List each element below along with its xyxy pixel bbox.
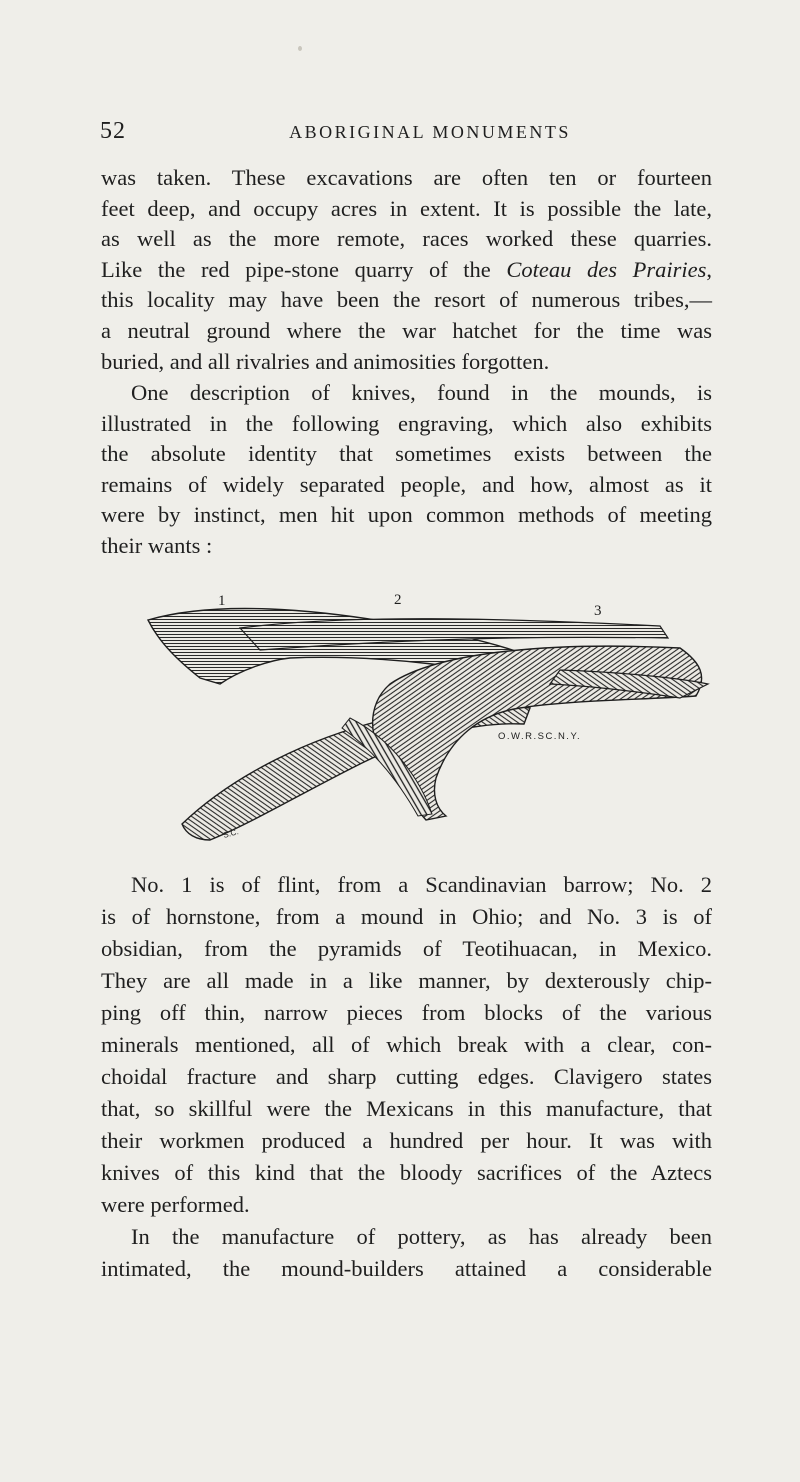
text-line: that, so skillful were the Mexicans in this manufacture, that: [101, 1096, 712, 1121]
corner-mark: S.C.: [222, 827, 240, 840]
text-line: as well as the more remote, races worked these quarries.: [101, 226, 712, 252]
text-line: is of hornstone, from a mound in Ohio; and No. 3 is of: [101, 904, 712, 929]
text-line: remains of widely separated people, and how, almost as it: [101, 471, 712, 497]
text-line: minerals mentioned, all of which break with a clear, con-: [101, 1032, 712, 1057]
figure-label-2: 2: [394, 592, 402, 608]
text-line: were by instinct, men hit upon common methods of meeting: [101, 502, 712, 528]
text-line: intimated, the mound-builders attained a considerable: [101, 1256, 712, 1281]
text-line: No. 1 is of flint, from a Scandinavian barrow; No. 2: [131, 872, 712, 897]
paragraph-1: [101, 163, 712, 377]
text-line: Like the red pipe-stone quarry of the Coteau des Prairies,: [101, 256, 712, 282]
italic-place-name: Coteau des Prairies: [506, 256, 707, 282]
paragraph-2: [101, 378, 712, 562]
knives-engraving: [120, 588, 720, 850]
text-line: They are all made in a like manner, by dexterously chip-: [101, 968, 712, 993]
text-line: One description of knives, found in the mounds, is: [131, 380, 712, 405]
text-line: their wants :: [101, 532, 213, 558]
text-line: illustrated in the following engraving, which also exhibits: [101, 410, 712, 436]
paragraph-3: [101, 869, 712, 1221]
text-line: knives of this kind that the bloody sacrifices of the Aztecs: [101, 1160, 712, 1185]
text-line: buried, and all rivalries and animosities forgotten.: [101, 348, 550, 374]
page-header: [100, 118, 720, 148]
running-head: ABORIGINAL MONUMENTS: [289, 122, 571, 142]
text-line: their workmen produced a hundred per hour. It was with: [101, 1128, 712, 1153]
text-line: obsidian, from the pyramids of Teotihuacan, in Mexico.: [101, 936, 712, 961]
paragraph-4: [101, 1221, 712, 1285]
engraver-mark: O.W.R.SC.N.Y.: [498, 731, 582, 742]
text-line: a neutral ground where the war hatchet for the time was: [101, 317, 712, 343]
paper-speck: [298, 46, 302, 51]
text-line: this locality may have been the resort of numerous tribes,—: [101, 287, 712, 313]
text-line: choidal fracture and sharp cutting edges. Clavigero states: [101, 1064, 712, 1089]
text-line: feet deep, and occupy acres in extent. It is possible the late,: [101, 195, 712, 221]
text-line: was taken. These excavations are often ten or fourteen: [101, 165, 712, 190]
text-line: the absolute identity that sometimes exists between the: [101, 441, 712, 467]
text-line: were performed.: [101, 1192, 250, 1217]
text-line: ping off thin, narrow pieces from blocks of the various: [101, 1000, 712, 1025]
figure-label-1: 1: [218, 593, 226, 609]
figure-label-3: 3: [594, 603, 602, 619]
text-line: In the manufacture of pottery, as has already been: [131, 1224, 712, 1249]
page-number: 52: [100, 118, 126, 144]
